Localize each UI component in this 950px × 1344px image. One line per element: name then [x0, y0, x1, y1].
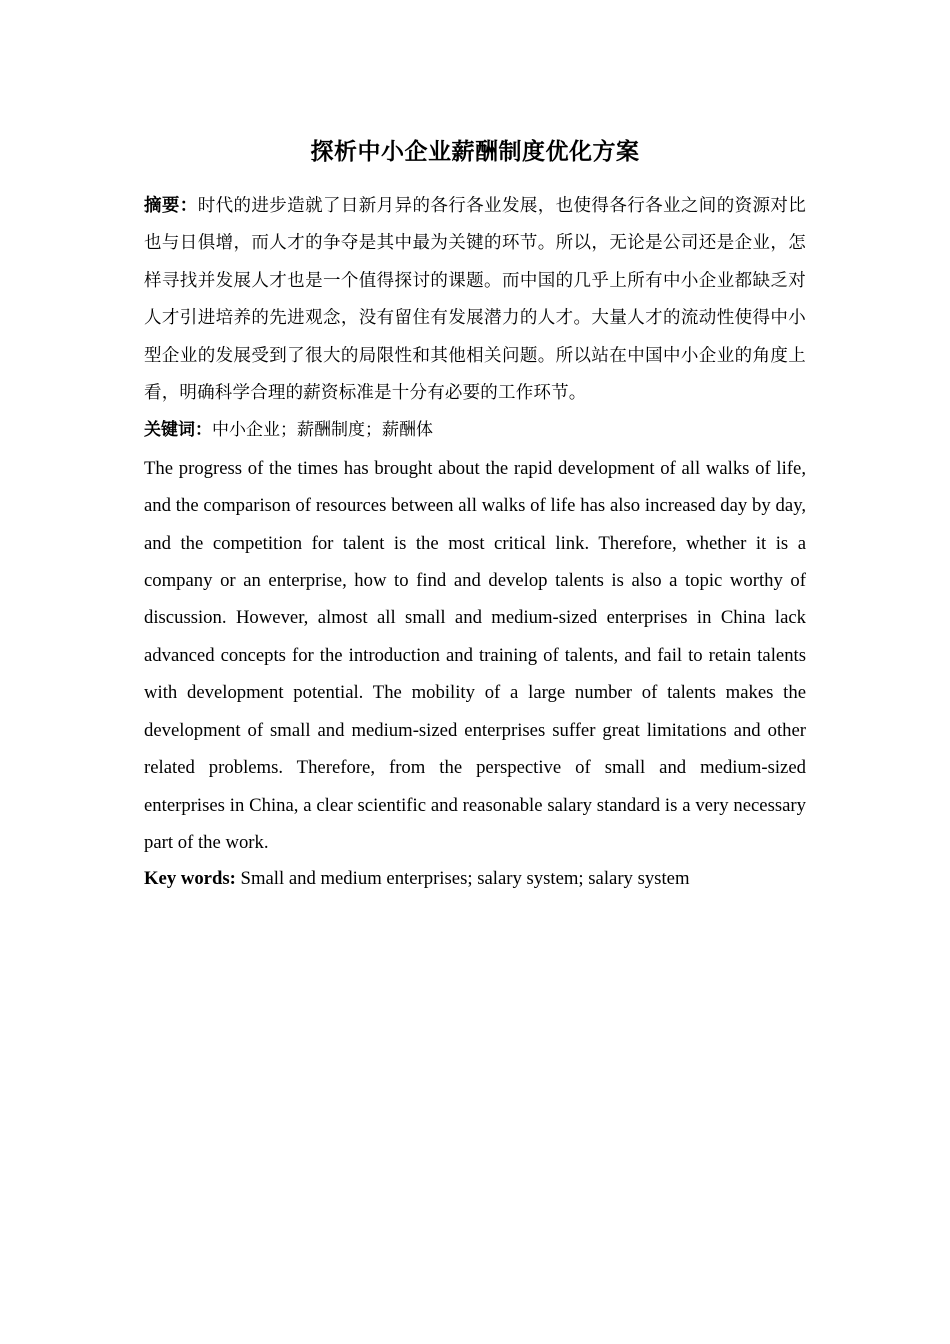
keywords-en: [144, 861, 806, 897]
keywords-cn-text: 中小企业；薪酬制度；薪酬体: [212, 420, 433, 441]
abstract-cn: [144, 188, 806, 412]
document-page: [144, 132, 806, 897]
document-title: 探析中小企业薪酬制度优化方案: [310, 139, 640, 165]
keywords-en-label: Key words:: [144, 868, 236, 890]
abstract-en: The progress of the times has brought about the rapid development of all walks of life, and the comparison of resources between all walks of life has also increased day by day, and the competition for talent is the most critical link. Therefore, whether it is a company or an enterprise, how to find and develop talents is also a topic worthy of discussion. However, almost all small and medium-sized enterprises in China lack advanced concepts for the introduction and training of talents, and fail to retain talents with development potential. The mobility of a large number of talents makes the development of small and medium-sized enterprises suffer great limitations and other related problems. Therefore, from the perspective of small and medium-sized enterprises in China, a clear scientific and reasonable salary standard is a very necessary part of the work.: [144, 457, 806, 853]
keywords-cn: [144, 412, 806, 449]
abstract-cn-label: 摘要：: [144, 196, 198, 216]
keywords-en-text: Small and medium enterprises; salary system; salary system: [235, 868, 690, 890]
keywords-cn-label: 关键词：: [144, 420, 212, 441]
abstract-cn-text: 时代的进步造就了日新月异的各行各业发展，也使得各行各业之间的资源对比也与日俱增，而人才的争夺是其中最为关键的环节。所以，无论是公司还是企业，怎样寻找并发展人才也是一个值得探讨的课题。而中国的几乎上所有中小企业都缺乏对人才引进培养的先进观念，没有留住有发展潜力的人才。大量人才的流动性使得中小型企业的发展受到了很大的局限性和其他相关问题。所以站在中国中小企业的角度上看，明确科学合理的薪资标准是十分有必要的工作环节。: [144, 196, 806, 404]
